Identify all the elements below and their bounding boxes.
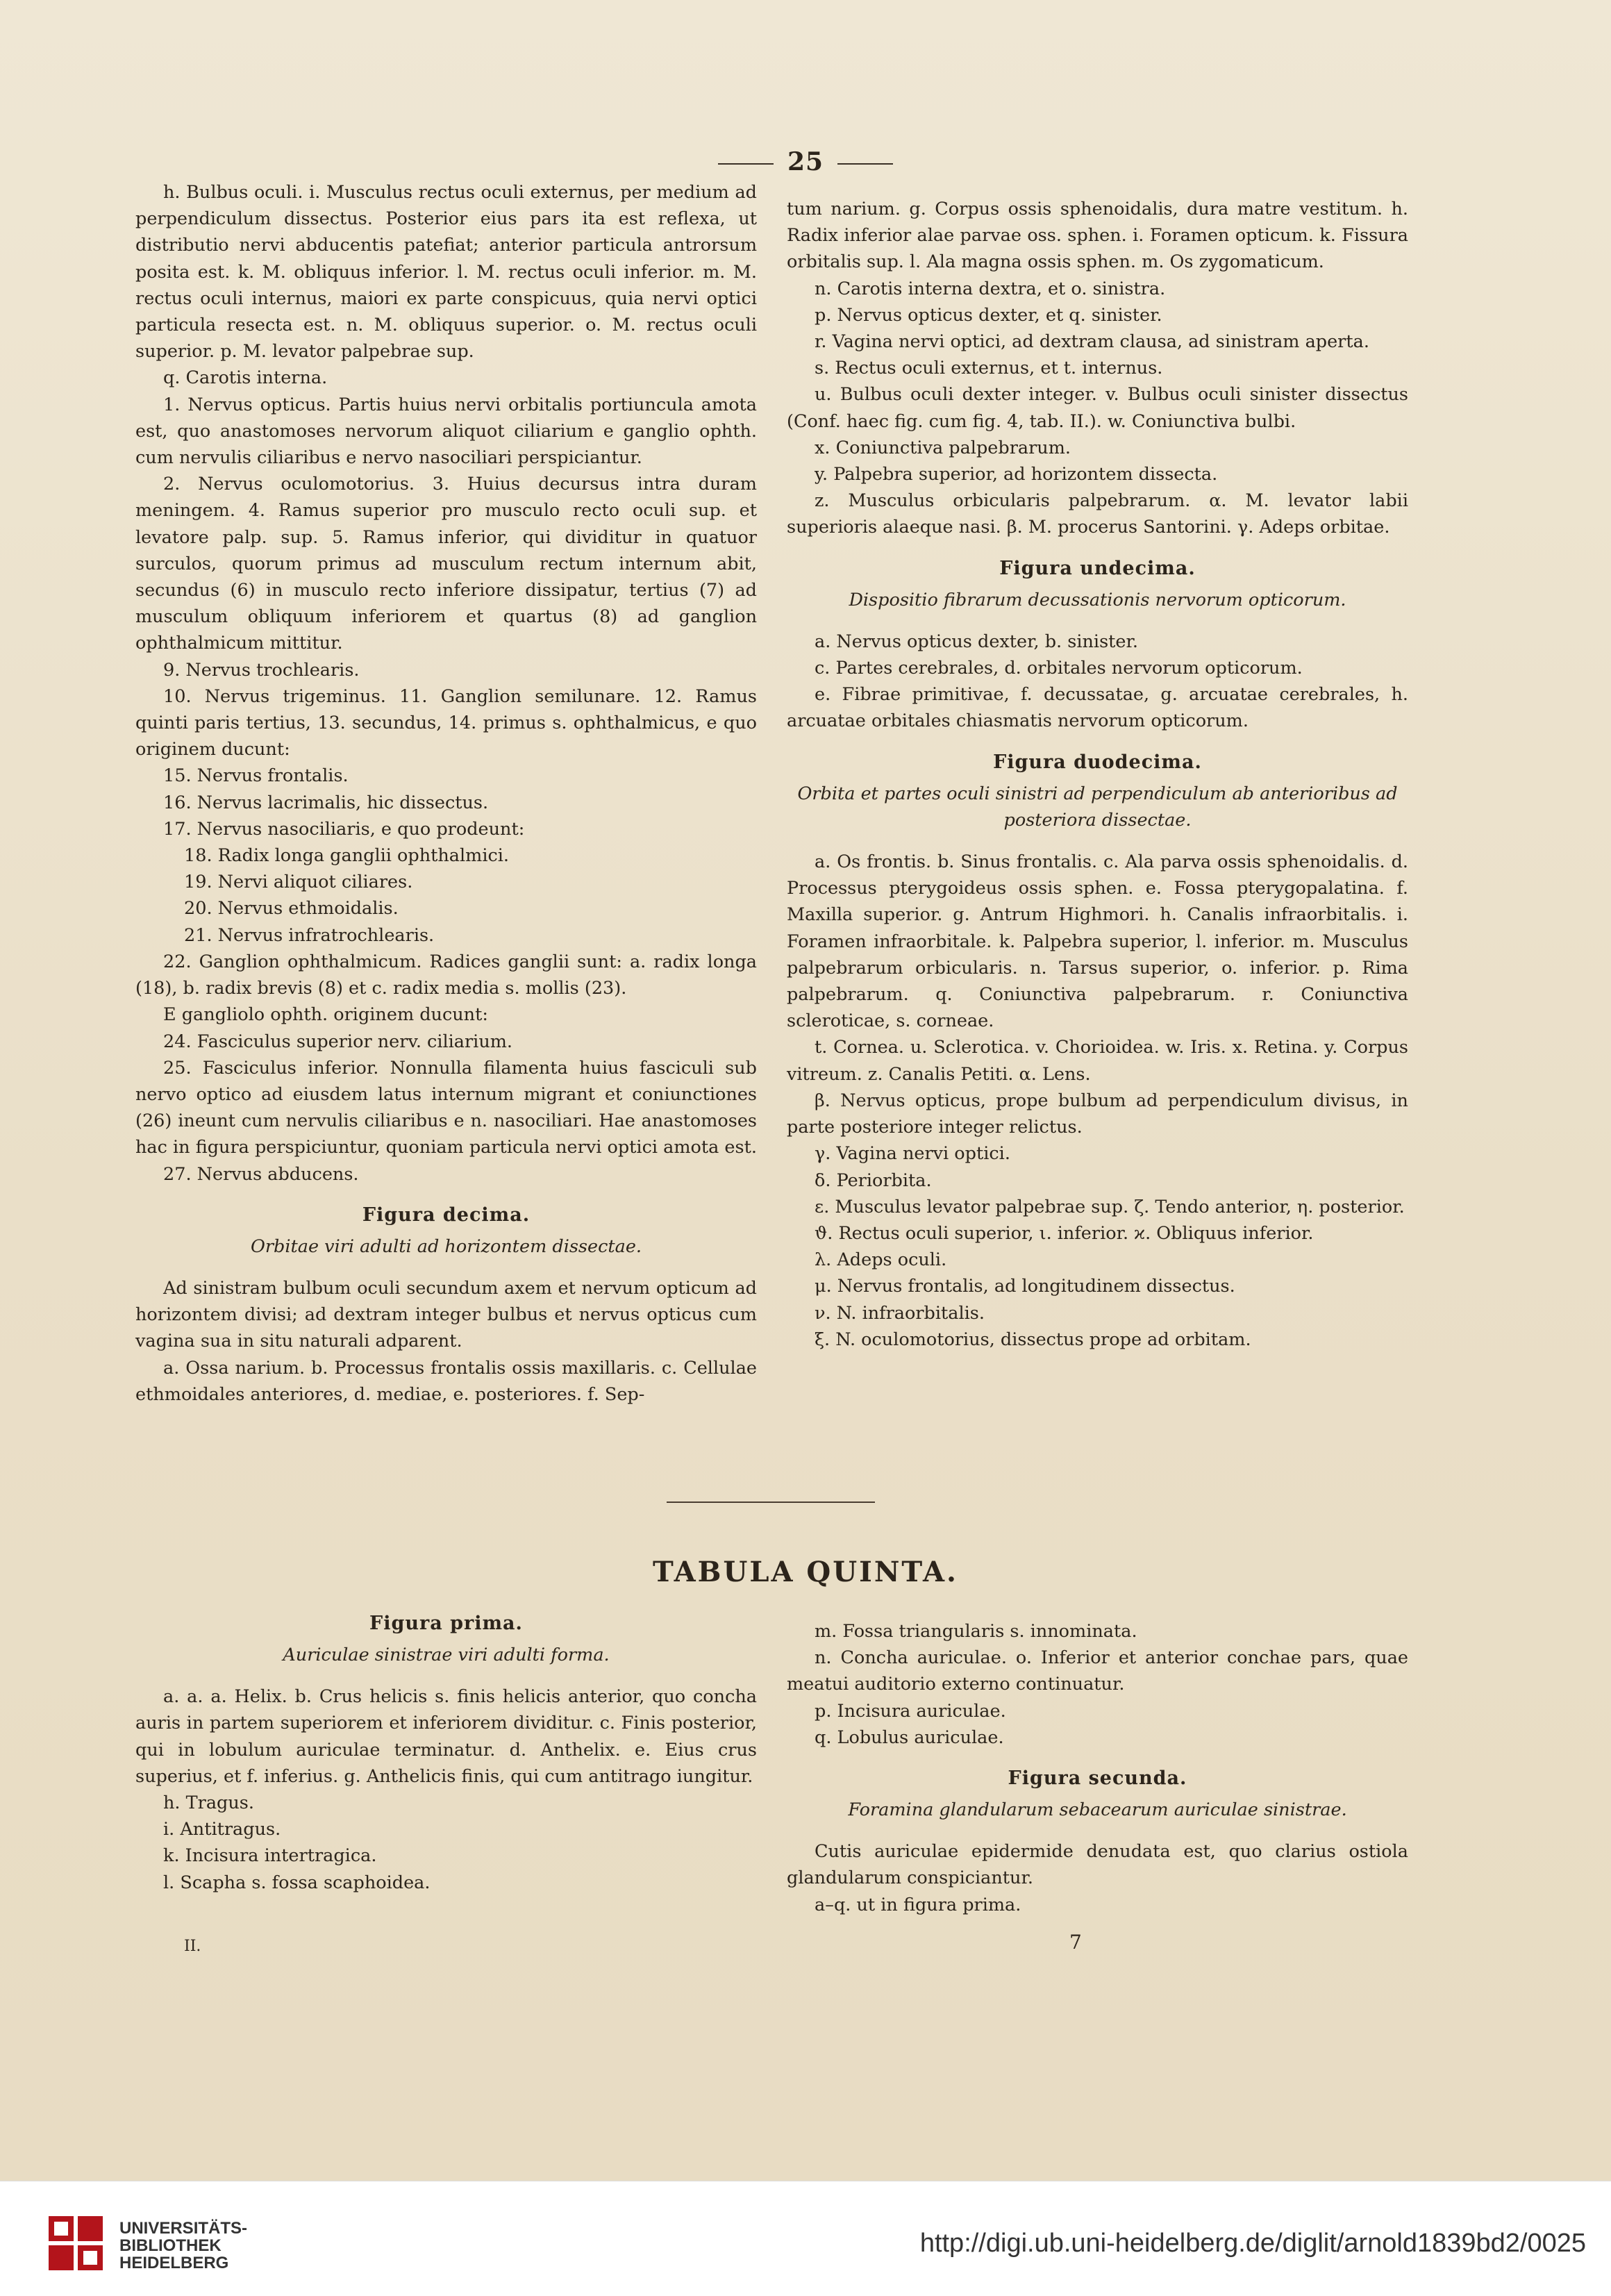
paragraph: r. Vagina nervi optici, ad dextram clausa, ad sinistram aperta.	[815, 331, 1369, 353]
paragraph: ϑ. Rectus oculi superior, ι. inferior. ϰ. Obliquus inferior.	[815, 1222, 1314, 1244]
library-name[interactable]: UNIVERSITÄTS- BIBLIOTHEK HEIDELBERG	[119, 2219, 248, 2272]
paragraph: u. Bulbus oculi dexter integer. v. Bulbus oculi sinister dissectus (Conf. haec fig. cum fig. 4, tab. II.). w. Coniunctiva bulbi.	[787, 384, 1408, 432]
permalink-url[interactable]: http://digi.ub.uni-heidelberg.de/diglit/arnold1839bd2/0025	[919, 2229, 1586, 2258]
paragraph: γ. Vagina nervi optici.	[815, 1143, 1010, 1165]
left-column	[135, 179, 757, 1408]
section-subtitle: Dispositio fibrarum decussationis nervorum opticorum.	[849, 589, 1346, 610]
paragraph: y. Palpebra superior, ad horizontem dissecta.	[815, 464, 1218, 485]
paragraph: Ad sinistram bulbum oculi secundum axem et nervum opticum ad horizontem divisi; ad dextram integer bulbus et nervus opticus cum vagina sua in situ naturali adparent.	[135, 1277, 757, 1352]
paragraph: c. Partes cerebrales, d. orbitales nervorum opticorum.	[815, 658, 1303, 679]
paragraph: a. a. a. Helix. b. Crus helicis s. finis helicis anterior, quo concha auris in partem superiorem et inferiorem dividitur. c. Finis posterior, qui in lobulum auriculae terminatur. d. Anthelix. e. Eius crus superius, et f. inferius. g. Anthelicis finis, qui cum antitrago iungitur.	[135, 1686, 757, 1787]
paragraph: 22. Ganglion ophthalmicum. Radices ganglii sunt: a. radix longa (18), b. radix brevis (8) et c. radix media s. mollis (23).	[135, 951, 757, 999]
paragraph: l. Scapha s. fossa scaphoidea.	[163, 1872, 431, 1893]
paragraph: p. Incisura auriculae.	[815, 1700, 1006, 1722]
paragraph: a. Nervus opticus dexter, b. sinister.	[815, 631, 1139, 652]
paragraph: a–q. ut in figura prima.	[815, 1894, 1021, 1915]
paragraph: ν. N. infraorbitalis.	[815, 1302, 985, 1324]
paragraph: 18. Radix longa ganglii ophthalmici.	[184, 845, 510, 867]
footer-bar	[0, 2181, 1611, 2296]
lower-right-column	[787, 1618, 1408, 1918]
university-logo-icon[interactable]	[49, 2216, 103, 2270]
paragraph: tum narium. g. Corpus ossis sphenoidalis, dura matre vestitum. h. Radix inferior alae parvae oss. sphen. i. Foramen opticum. k. Fissura orbitalis sup. l. Ala magna ossis sphen. m. Os zygomaticum.	[787, 199, 1408, 273]
paragraph: h. Tragus.	[163, 1792, 254, 1814]
paragraph: z. Musculus orbicularis palpebrarum. α. M. levator labii superioris alaeque nasi. β. M. procerus Santorini. γ. Adeps orbitae.	[787, 490, 1408, 538]
section-heading: Figura decima.	[362, 1204, 531, 1226]
section-heading: Figura undecima.	[999, 557, 1196, 579]
section-heading: Figura secunda.	[1008, 1767, 1187, 1790]
paragraph: 16. Nervus lacrimalis, hic dissectus.	[163, 792, 489, 813]
paragraph: a. Os frontis. b. Sinus frontalis. c. Ala parva ossis sphenoidalis. d. Processus pterygoideus ossis sphen. e. Fossa pterygopalatina. f. Maxilla superior. g. Antrum Highmori. h. Canalis infraorbitalis. i. Foramen infraorbitale. k. Palpebra superior, l. inferior. m. Musculus palpebrarum orbicularis. n. Tarsus superior, o. inferior. p. Rima palpebrarum. q. Coniunctiva palpebrarum. r. Coniunctiva scleroticae, s. corneae.	[787, 851, 1408, 1032]
paragraph: ξ. N. oculomotorius, dissectus prope ad orbitam.	[815, 1329, 1251, 1350]
paragraph: ε. Musculus levator palpebrae sup. ζ. Tendo anterior, η. posterior.	[815, 1196, 1405, 1217]
section-heading: Figura prima.	[369, 1613, 523, 1634]
paragraph: q. Carotis interna.	[163, 367, 328, 389]
section-subtitle: Foramina glandularum sebacearum auriculae sinistrae.	[848, 1799, 1347, 1821]
paragraph: p. Nervus opticus dexter, et q. sinister.	[815, 304, 1162, 326]
paragraph: e. Fibrae primitivae, f. decussatae, g. arcuatae cerebrales, h. arcuatae orbitales chiasmatis nervorum opticorum.	[787, 684, 1408, 732]
paragraph: n. Concha auriculae. o. Inferior et anterior conchae pars, quae meatui auditorio externo continuatur.	[787, 1647, 1408, 1695]
paragraph: m. Fossa triangularis s. innominata.	[815, 1621, 1137, 1642]
paragraph: E gangliolo ophth. originem ducunt:	[163, 1004, 488, 1026]
paragraph: t. Cornea. u. Sclerotica. v. Chorioidea. w. Iris. x. Retina. y. Corpus vitreum. z. Canalis Petiti. α. Lens.	[787, 1037, 1408, 1085]
paragraph: 19. Nervi aliquot ciliares.	[184, 872, 413, 893]
page-number-rule-left	[718, 163, 774, 165]
paragraph: s. Rectus oculi externus, et t. internus.	[815, 358, 1163, 379]
tabula-title: TABULA QUINTA.	[653, 1556, 958, 1588]
paragraph: μ. Nervus frontalis, ad longitudinem dissectus.	[815, 1276, 1235, 1297]
paragraph: i. Antitragus.	[163, 1819, 281, 1840]
paragraph: h. Bulbus oculi. i. Musculus rectus oculi externus, per medium ad perpendiculum dissectus. Posterior eius pars ita est reflexa, ut distributio nervi abducentis patefiat; anterior particula antrorsum posita est. k. M. obliquus inferior. l. M. rectus oculi inferior. m. M. rectus oculi internus, maiori ex parte conspicuus, quia nervi optici particula resecta est. n. M. obliquus superior. o. M. rectus oculi superior. p. M. levator palpebrae sup.	[135, 182, 757, 363]
section-separator	[667, 1501, 875, 1503]
paragraph: 27. Nervus abducens.	[163, 1163, 359, 1185]
paragraph: 9. Nervus trochlearis.	[163, 659, 360, 681]
paragraph: β. Nervus opticus, prope bulbum ad perpendiculum divisus, in parte posteriore integer relictus.	[787, 1090, 1408, 1138]
paragraph: 15. Nervus frontalis.	[163, 765, 349, 787]
paragraph: n. Carotis interna dextra, et o. sinistra.	[815, 278, 1166, 299]
gathering-number: 7	[1069, 1931, 1082, 1954]
section-subtitle: Orbita et partes oculi sinistri ad perpendiculum ab anterioribus ad posteriora dissectae.	[797, 783, 1398, 831]
paragraph: 21. Nervus infratrochlearis.	[184, 924, 435, 946]
section-subtitle: Orbitae viri adulti ad horizontem dissectae.	[250, 1236, 642, 1257]
paragraph: 20. Nervus ethmoidalis.	[184, 898, 399, 920]
printer-signature-mark: II.	[184, 1938, 201, 1955]
paragraph: Cutis auriculae epidermide denudata est, quo clarius ostiola glandularum conspiciantur.	[787, 1841, 1408, 1889]
page-number: 25	[0, 147, 1611, 176]
paragraph: 1. Nervus opticus. Partis huius nervi orbitalis portiuncula amota est, quo anastomoses nervorum aliquot ciliarium e ganglio ophth. cum nervulis ciliaribus e nervo nasociliari perspiciantur.	[135, 394, 757, 469]
paragraph: q. Lobulus auriculae.	[815, 1727, 1004, 1748]
section-subtitle: Auriculae sinistrae viri adulti forma.	[283, 1645, 610, 1665]
paragraph: 17. Nervus nasociliaris, e quo prodeunt:	[163, 818, 525, 840]
paragraph: 25. Fasciculus inferior. Nonnulla filamenta huius fasciculi sub nervo optico ad eiusdem latus internum migrant et coniunctiones (26) ineunt cum nervulis ciliaribus e n. nasociliari. Hae anastomoses hac in figura perspiciuntur, quoniam particula nervi optici amota est.	[135, 1057, 757, 1158]
paragraph: λ. Adeps oculi.	[815, 1249, 947, 1271]
paragraph: k. Incisura intertragica.	[163, 1845, 377, 1867]
section-heading: Figura duodecima.	[993, 751, 1202, 773]
paragraph: x. Coniunctiva palpebrarum.	[815, 437, 1071, 458]
paragraph: a. Ossa narium. b. Processus frontalis ossis maxillaris. c. Cellulae ethmoidales anteriores, d. mediae, e. posteriores. f. Sep-	[135, 1357, 757, 1405]
paragraph: 24. Fasciculus superior nerv. ciliarium.	[163, 1031, 513, 1052]
page-number-rule-right	[837, 163, 893, 165]
right-column	[787, 196, 1408, 1353]
paragraph: 10. Nervus trigeminus. 11. Ganglion semilunare. 12. Ramus quinti paris tertius, 13. secundus, 14. primus s. ophthalmicus, e quo originem ducunt:	[135, 685, 757, 760]
lower-left-column	[135, 1610, 757, 1896]
paragraph: 2. Nervus oculomotorius. 3. Huius decursus intra duram meningem. 4. Ramus superior pro musculo recto oculi sup. et levatore palp. sup. 5. Ramus inferior, qui dividitur in quatuor surculos, quorum primus ad musculum rectum internum abit, secundus (6) in musculo recto inferiore dissipatur, tertius (7) ad musculum obliquum inferiorem et quartus (8) ad ganglion ophthalmicum mittitur.	[135, 474, 757, 654]
paragraph: δ. Periorbita.	[815, 1170, 932, 1191]
